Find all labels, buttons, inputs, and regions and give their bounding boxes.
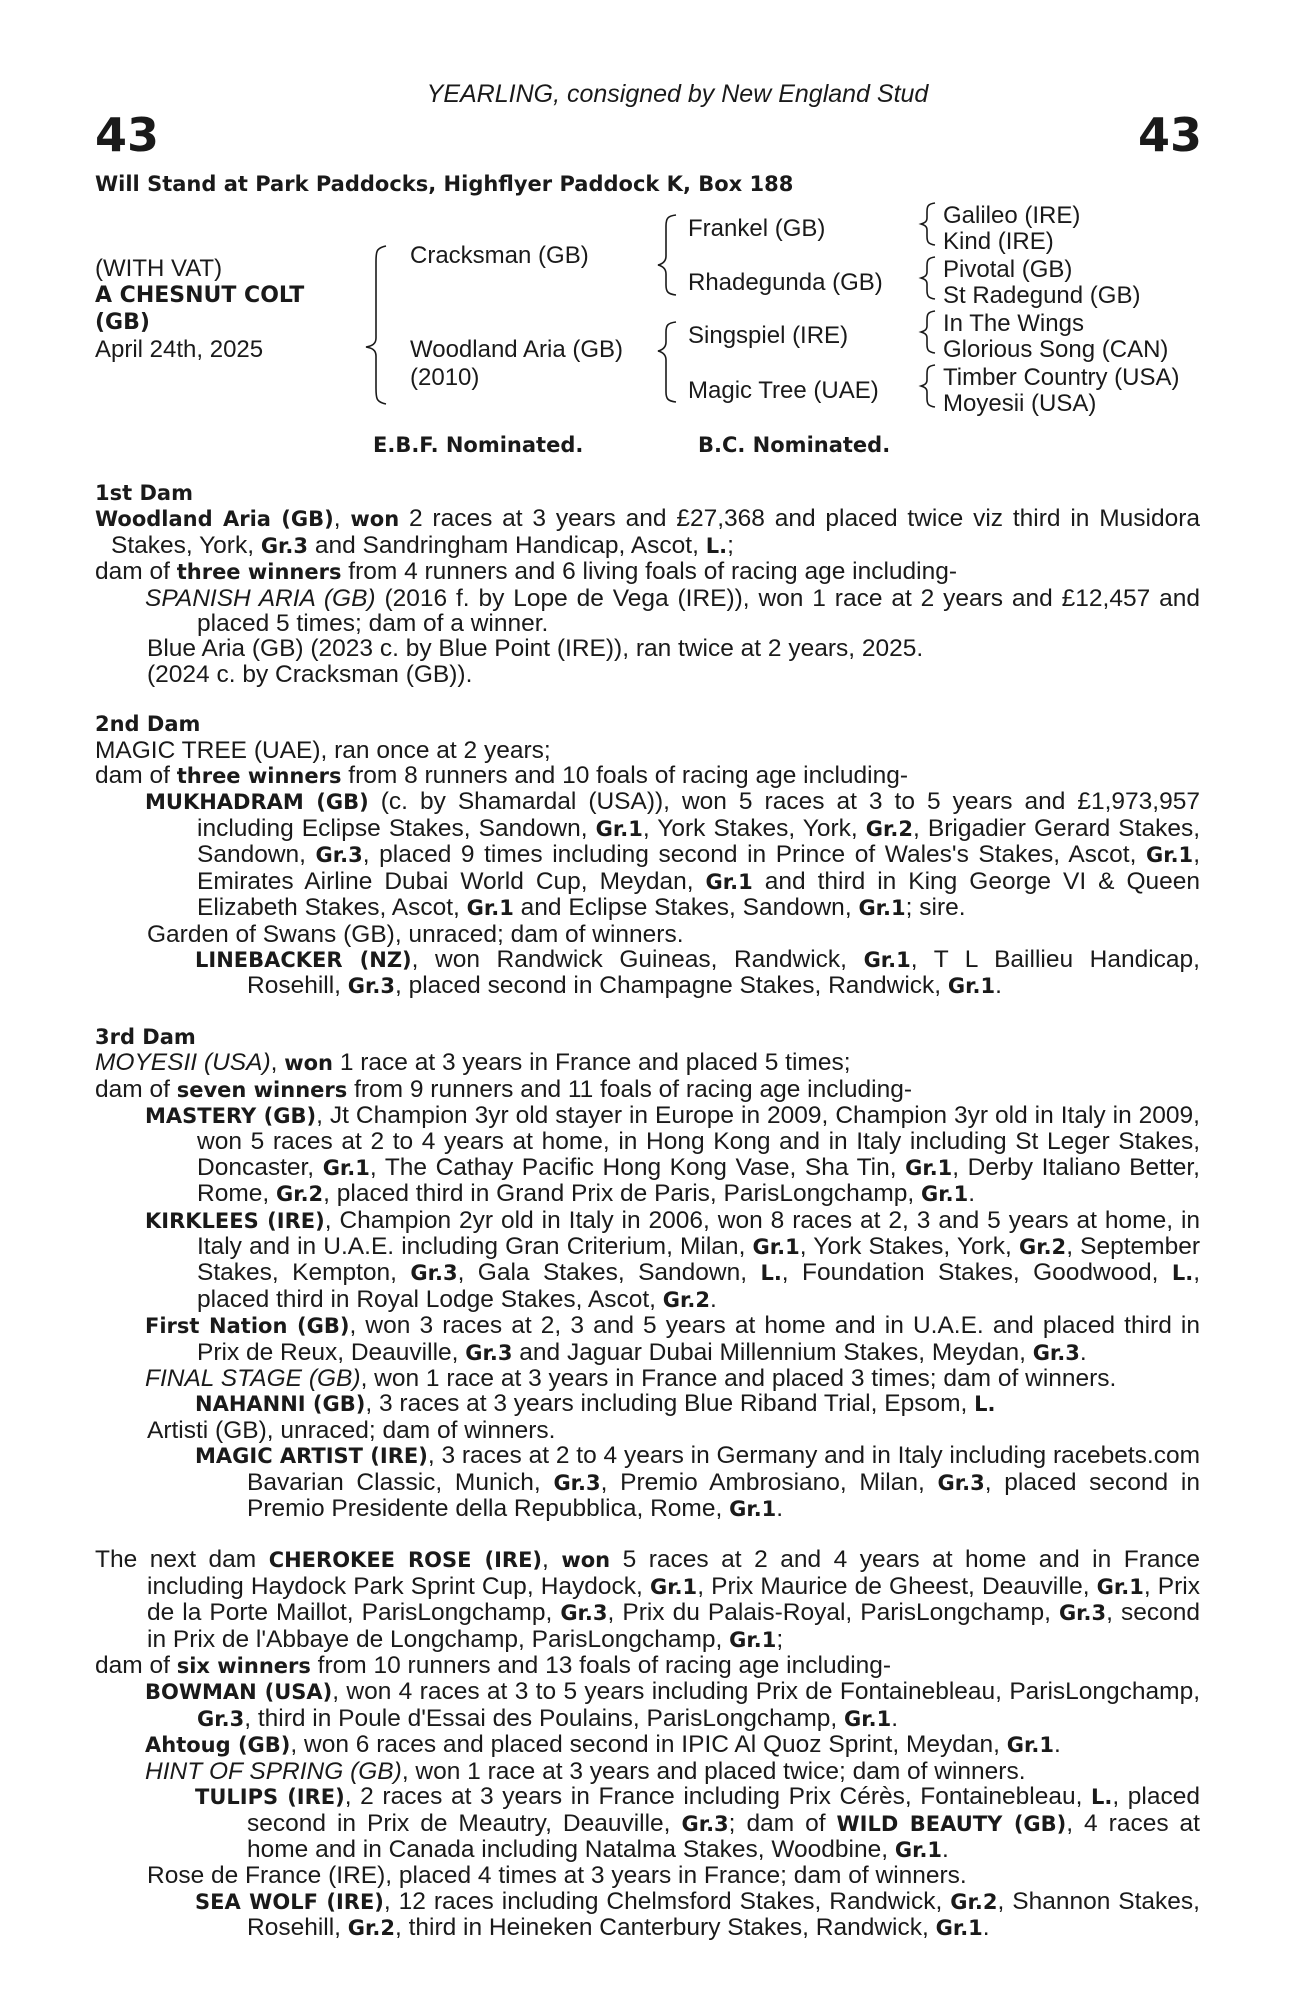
produce-artisti: Artisti (GB), unraced; dam of winners. [147, 1416, 556, 1444]
sire-sire: Frankel (GB) [688, 215, 826, 242]
first-dam-heading: 1st Dam [95, 481, 193, 505]
sire-dam: Rhadegunda (GB) [688, 269, 883, 296]
g3-1: Galileo (IRE) [943, 202, 1081, 229]
brace-sire [658, 215, 676, 295]
foaling-date: April 24th, 2025 [95, 336, 264, 363]
catalogue-body [95, 481, 1200, 1942]
produce-rose-de-france: Rose de France (IRE), placed 4 times at 3 years in France; dam of winners. [147, 1862, 967, 1890]
brace-main [366, 246, 386, 404]
g3-4: St Radegund (GB) [943, 282, 1141, 309]
horse-name: A CHESNUT COLT [95, 283, 305, 308]
second-dam-heading: 2nd Dam [95, 712, 201, 737]
g3-7: Timber Country (USA) [943, 364, 1180, 391]
produce-mukhadram: MUKHADRAM (GB) (c. by Shamardal (USA)), won 5 races at 3 to 5 years and £1,973,957 including Eclipse Stakes, Sandown, Gr.1, York Stakes, York, Gr.2, Brigadier Gerard Stakes, Sandown, Gr.3, placed 9 times including second in Prince of Wales's Stakes, Ascot, Gr.1, Emirates Airline Dubai World Cup, Meydan, Gr.1 and third in King George VI & Queen Elizabeth Stakes, Ascot, Gr.1 and Eclipse Stakes, Sandown, Gr.1; sire. [145, 788, 1201, 922]
lot-number-left: 43 [95, 108, 160, 162]
g3-6: Glorious Song (CAN) [943, 336, 1169, 363]
horse-name-origin: (GB) [95, 310, 150, 335]
produce-mastery: MASTERY (GB), Jt Champion 3yr old stayer in Europe in 2009, Champion 3yr old in Italy in 2009, won 5 races at 2 to 4 years at home, in Hong Kong and in Italy including St Leger Stakes, Doncaster, Gr.1, The Cathay Pacific Hong Kong Vase, Sha Tin, Gr.1, Derby Italiano Better, Rome, Gr.2, placed third in Grand Prix de Paris, ParisLongchamp, Gr.1. [145, 1101, 1200, 1208]
first-dam-record: Woodland Aria (GB), won 2 races at 3 years and £27,368 and placed twice viz third in Musidora Stakes, York, Gr.3 and Sandringham Handicap, Ascot, L.; [95, 505, 1200, 559]
second-dam-produce: dam of three winners from 8 runners and 10 foals of racing age including- [95, 762, 909, 790]
brace-g3 [921, 311, 935, 353]
produce-magic-artist: MAGIC ARTIST (IRE), 3 races at 2 to 4 years in Germany and in Italy including racebets.com Bavarian Classic, Munich, Gr.3, Premio Ambrosiano, Milan, Gr.3, placed second in Premio Presidente della Repubblica, Rome, Gr.1. [195, 1442, 1201, 1523]
g3-3: Pivotal (GB) [943, 256, 1073, 283]
third-dam-heading: 3rd Dam [95, 1024, 196, 1049]
produce-blue-aria: Blue Aria (GB) (2023 c. by Blue Point (IRE)), ran twice at 2 years, 2025. [147, 635, 924, 663]
brace-g4 [921, 365, 935, 407]
next-dam-record: The next dam CHEROKEE ROSE (IRE), won 5 races at 2 and 4 years at home and in France including Haydock Park Sprint Cup, Haydock, Gr.1, Prix Maurice de Gheest, Deauville, Gr.1, Prix de la Porte Maillot, ParisLongchamp, Gr.3, Prix du Palais-Royal, ParisLongchamp, Gr.3, second in Prix de l'Abbaye de Longchamp, ParisLongchamp, Gr.1; [95, 1546, 1201, 1653]
dam-dam: Magic Tree (UAE) [688, 377, 879, 404]
produce-sea-wolf: SEA WOLF (IRE), 12 races including Chelmsford Stakes, Randwick, Gr.2, Shannon Stakes, Rosehill, Gr.2, third in Heineken Canterbury Stakes, Randwick, Gr.1. [195, 1887, 1200, 1942]
produce-final-stage: FINAL STAGE (GB), won 1 race at 3 years in France and placed 3 times; dam of winners. [145, 1365, 1117, 1392]
produce-bowman: BOWMAN (USA), won 4 races at 3 to 5 years including Prix de Fontainebleau, ParisLongchamp, Gr.3, third in Poule d'Essai des Poulains, ParisLongchamp, Gr.1. [145, 1678, 1201, 1732]
second-dam-record: MAGIC TREE (UAE), ran once at 2 years; [95, 736, 551, 764]
consignment-line: YEARLING, consigned by New England Stud [426, 80, 929, 108]
lot-number-right: 43 [1137, 108, 1202, 162]
produce-linebacker: LINEBACKER (NZ), won Randwick Guineas, Randwick, Gr.1, T L Baillieu Handicap, Rosehill, Gr.3, placed second in Champagne Stakes, Randwick, Gr.1. [195, 945, 1200, 1000]
g3-5: In The Wings [943, 310, 1084, 337]
produce-kirklees: KIRKLEES (IRE), Champion 2yr old in Italy in 2006, won 8 races at 2, 3 and 5 years at home, in Italy and in U.A.E. including Gran Criterium, Milan, Gr.1, York Stakes, York, Gr.2, September Stakes, Kempton, Gr.3, Gala Stakes, Sandown, L., Foundation Stakes, Goodwood, L., placed third in Royal Lodge Stakes, Ascot, Gr.2. [145, 1206, 1201, 1313]
brace-dam [658, 322, 676, 402]
third-dam-produce: dam of seven winners from 9 runners and 11 foals of racing age including- [95, 1075, 912, 1103]
produce-nahanni: NAHANNI (GB), 3 races at 3 years including Blue Riband Trial, Epsom, L. [195, 1390, 996, 1418]
next-dam-produce: dam of six winners from 10 runners and 13 foals of racing age including- [95, 1652, 892, 1680]
produce-2024-colt: (2024 c. by Cracksman (GB)). [147, 660, 473, 688]
dam-sire: Singspiel (IRE) [688, 322, 849, 349]
produce-ahtoug: Ahtoug (GB), won 6 races and placed second in IPIC Al Quoz Sprint, Meydan, Gr.1. [145, 1731, 1061, 1759]
produce-first-nation: First Nation (GB), won 3 races at 2, 3 and 5 years at home and in U.A.E. and placed third in Prix de Reux, Deauville, Gr.3 and Jaguar Dubai Millennium Stakes, Meydan, Gr.3. [145, 1312, 1201, 1366]
g3-8: Moyesii (USA) [943, 390, 1097, 417]
dam-year: (2010) [410, 364, 480, 391]
g3-2: Kind (IRE) [943, 228, 1054, 255]
third-dam-record: MOYESII (USA), won 1 race at 3 years in France and placed 5 times; [95, 1049, 851, 1077]
bc-nomination: B.C. Nominated. [698, 433, 891, 457]
first-dam-produce: dam of three winners from 4 runners and 6 living foals of racing age including- [95, 558, 958, 586]
sire: Cracksman (GB) [410, 242, 589, 269]
produce-tulips: TULIPS (IRE), 2 races at 3 years in France including Prix Cérès, Fontainebleau, L., placed second in Prix de Meautry, Deauville, Gr.3; dam of WILD BEAUTY (GB), 4 races at home and in Canada including Natalma Stakes, Woodbine, Gr.1. [195, 1783, 1200, 1863]
ebf-nomination: E.B.F. Nominated. [373, 433, 584, 457]
dam: Woodland Aria (GB) [410, 336, 623, 363]
produce-spanish-aria: SPANISH ARIA (GB) (2016 f. by Lope de Vega (IRE)), won 1 race at 2 years and £12,457 and placed 5 times; dam of a winner. [145, 584, 1200, 638]
vat-note: (WITH VAT) [95, 255, 223, 282]
produce-garden-of-swans: Garden of Swans (GB), unraced; dam of winners. [147, 920, 684, 948]
brace-g1 [921, 203, 935, 245]
produce-hint-of-spring: HINT OF SPRING (GB), won 1 race at 3 years and placed twice; dam of winners. [145, 1757, 1026, 1785]
brace-g2 [921, 257, 935, 299]
stand-location: Will Stand at Park Paddocks, Highflyer Paddock K, Box 188 [95, 172, 794, 196]
